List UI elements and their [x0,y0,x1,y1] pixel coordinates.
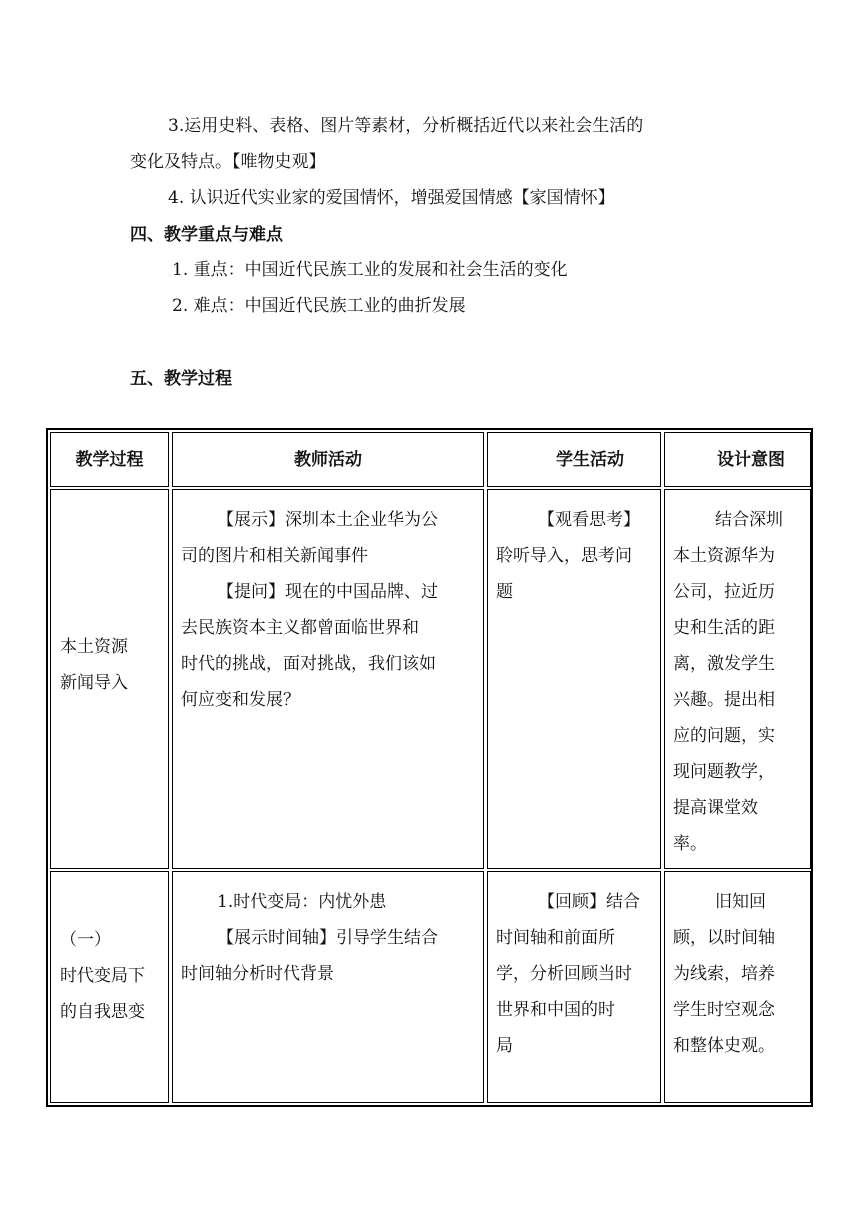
row2-intent-line: 和整体史观。 [673,1036,775,1056]
key-point: 1. 重点：中国近代民族工业的发展和社会生活的变化 [172,260,568,280]
row2-student-line: 局 [496,1036,513,1056]
teaching-process-table [46,428,813,1107]
row1-intent-cell [664,489,811,869]
header-teacher: 教师活动 [172,432,484,487]
row1-intent-line: 结合深圳 [715,510,783,530]
row1-teacher-cell [172,489,484,869]
row1-intent-line: 提高课堂效 [673,798,758,818]
row1-teacher-line: 何应变和发展？ [181,690,300,710]
row1-teacher-line: 去民族资本主义都曾面临世界和 [181,618,419,638]
row1-teacher-line: 【提问】现在的中国品牌、过 [217,582,438,602]
row2-teacher-line: 1.时代变局：内忧外患 [217,892,387,912]
row2-student-line: 【回顾】结合 [538,892,640,912]
row2-student-line: 时间轴和前面所 [496,928,615,948]
objective-4: 4. 认识近代实业家的爱国情怀，增强爱国情感【家国情怀】 [168,188,615,208]
row2-stage-line: 的自我思变 [60,1002,145,1022]
row2-teacher-cell [172,871,484,1103]
row2-student-line: 学，分析回顾当时 [496,964,632,984]
header-student: 学生活动 [487,432,661,487]
objective-3-line2: 变化及特点。【唯物史观】 [130,152,326,172]
row1-intent-line: 兴趣。提出相 [673,690,775,710]
row2-stage-line: 时代变局下 [60,966,145,986]
row1-stage-line: 本土资源 [60,637,128,657]
row1-student-line: 聆听导入，思考问 [496,546,632,566]
row1-intent-line: 现问题教学， [673,762,775,782]
row2-teacher-line: 时间轴分析时代背景 [181,964,334,984]
section-4-heading: 四、教学重点与难点 [130,225,283,245]
row2-intent-line: 顾，以时间轴 [673,928,775,948]
row2-stage-cell [50,871,169,1103]
row1-teacher-line: 司的图片和相关新闻事件 [181,546,368,566]
section-5-heading: 五、教学过程 [130,369,232,389]
row1-intent-line: 率。 [673,834,707,854]
row2-intent-cell [664,871,811,1103]
row2-teacher-line: 【展示时间轴】引导学生结合 [217,928,438,948]
row1-teacher-line: 时代的挑战，面对挑战，我们该如 [181,654,436,674]
row2-intent-line: 旧知回 [715,892,766,912]
row1-intent-line: 本土资源华为 [673,546,775,566]
row2-intent-line: 学生时空观念 [673,1000,775,1020]
row1-stage-line: 新闻导入 [60,673,128,693]
objective-3-line1: 3.运用史料、表格、图片等素材，分析概括近代以来社会生活的 [168,116,644,136]
row1-teacher-line: 【展示】深圳本土企业华为公 [217,510,438,530]
difficult-point: 2. 难点：中国近代民族工业的曲折发展 [172,296,466,316]
row1-student-line: 题 [496,582,513,602]
row1-intent-line: 史和生活的距 [673,618,775,638]
row1-student-line: 【观看思考】 [538,510,640,530]
row1-intent-line: 离，激发学生 [673,654,775,674]
row1-intent-line: 应的问题，实 [673,726,775,746]
row2-student-line: 世界和中国的时 [496,1000,615,1020]
row2-student-cell [487,871,661,1103]
row2-stage-line: （一） [60,930,111,950]
header-stage: 教学过程 [50,432,169,487]
row2-intent-line: 为线索，培养 [673,964,775,984]
header-intent: 设计意图 [664,432,811,487]
row1-stage-cell [50,489,169,869]
row1-student-cell [487,489,661,869]
row1-intent-line: 公司，拉近历 [673,582,775,602]
